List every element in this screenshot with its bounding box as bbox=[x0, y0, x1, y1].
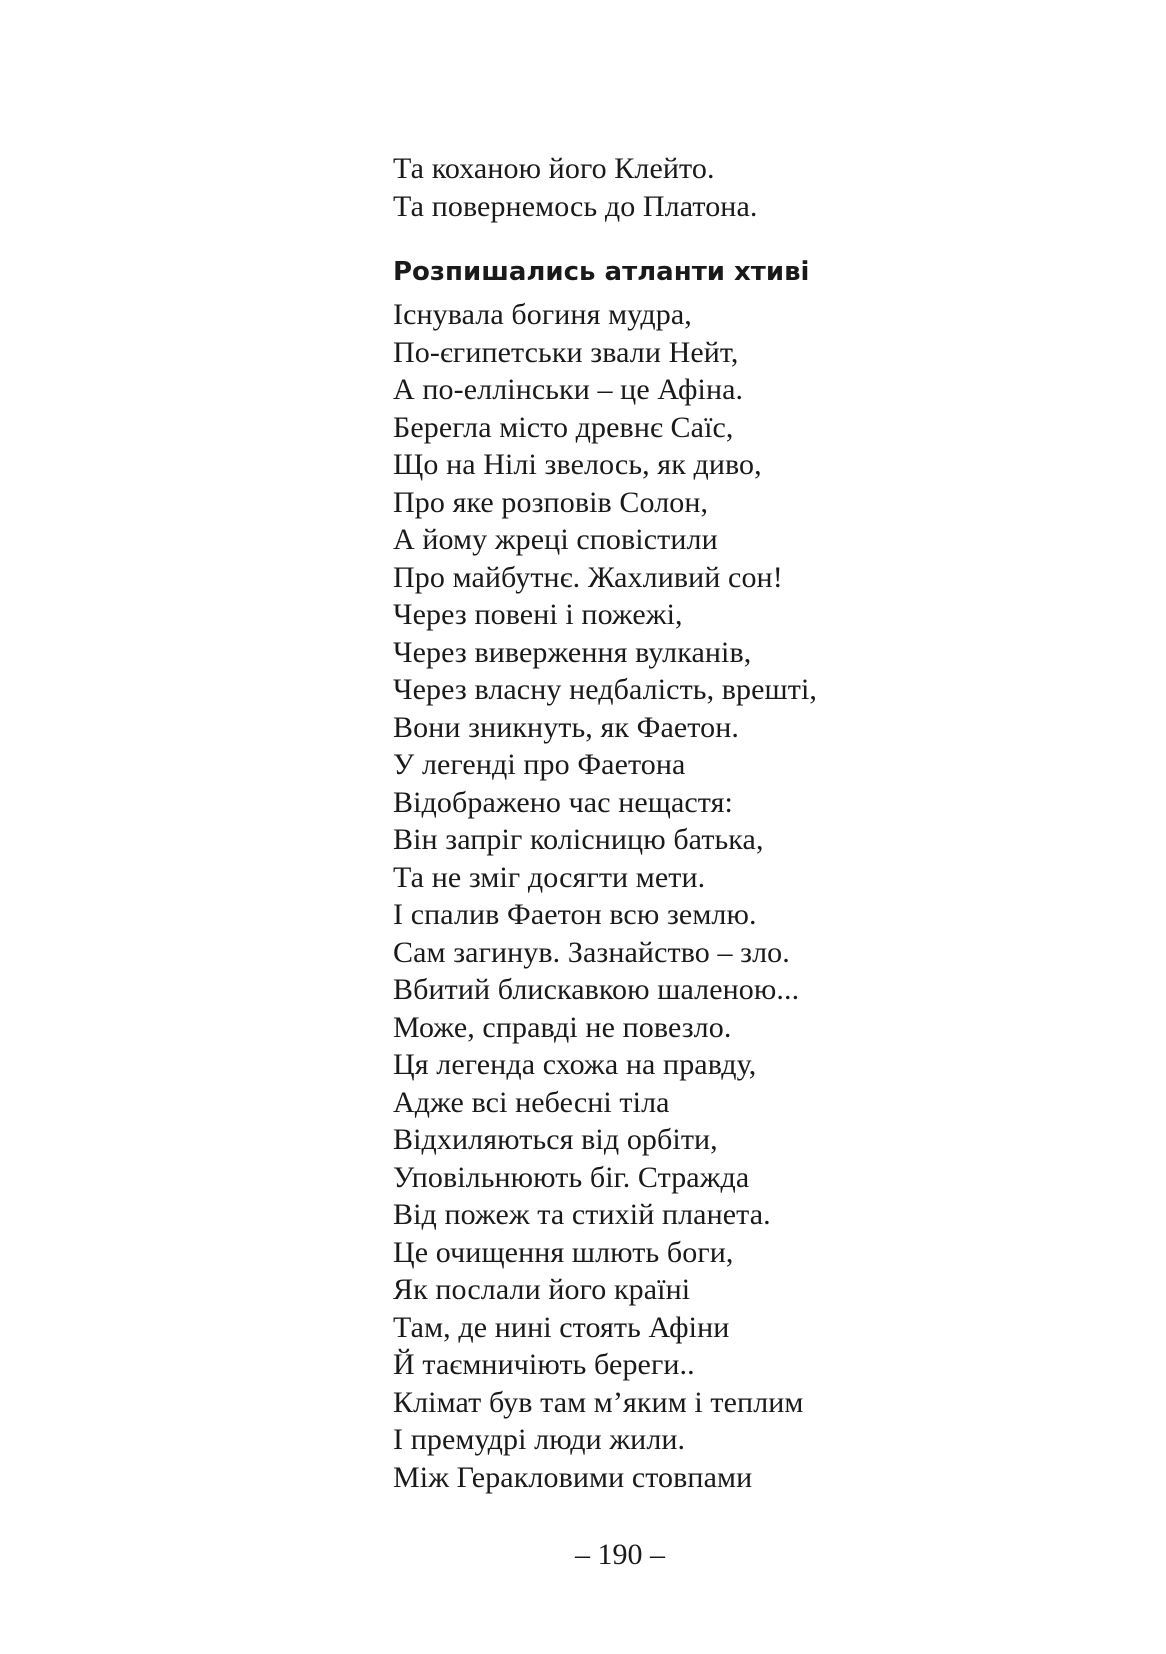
poem-line: Існувала богиня мудра, bbox=[393, 298, 692, 331]
poem-line: Берегла місто древнє Саїс, bbox=[393, 410, 734, 444]
poem-line: Через виверження вулканів, bbox=[393, 635, 752, 669]
poem-line: А йому жреці сповістили bbox=[393, 523, 718, 556]
poem-line: Там, де нині стоять Афіни bbox=[393, 1310, 730, 1344]
page-number: – 190 – bbox=[575, 1538, 665, 1571]
poem-line: Клімат був там м’яким і теплим bbox=[393, 1385, 804, 1419]
poem-line: Ця легенда схожа на правду, bbox=[393, 1048, 757, 1081]
poem-line: Між Геракловими стовпами bbox=[393, 1460, 753, 1494]
poem-line: Адже всі небесні тіла bbox=[393, 1085, 670, 1119]
poem-line: Через власну недбалість, врешті, bbox=[393, 673, 817, 706]
poem-line: Уповільнюють біг. Стражда bbox=[393, 1160, 750, 1194]
poem-body bbox=[393, 296, 953, 1496]
poem-line: Відхиляються від орбіти, bbox=[393, 1123, 718, 1156]
poem-line: А по-еллінськи – це Афіна. bbox=[393, 373, 744, 406]
poem-line: Вони зникнуть, як Фаетон. bbox=[393, 710, 739, 744]
poem-line: Сам загинув. Зазнайство – зло. bbox=[393, 935, 790, 969]
intro-line: Та повернемось до Платона. bbox=[393, 189, 758, 223]
poem-title: Розпишались атланти хтиві bbox=[393, 257, 810, 287]
poem-line: І спалив Фаетон всю землю. bbox=[393, 898, 757, 931]
poem-line: Від пожеж та стихій планета. bbox=[393, 1198, 771, 1231]
poem-line: Відображено час нещастя: bbox=[393, 785, 733, 819]
poem-line: По-єгипетськи звали Нейт, bbox=[393, 335, 739, 369]
poem-line: Через повені і пожежі, bbox=[393, 598, 683, 631]
poem-line: Що на Нілі звелось, як диво, bbox=[393, 448, 762, 481]
poem-line: І премудрі люди жили. bbox=[393, 1423, 686, 1456]
poem-line: Про яке розповів Солон, bbox=[393, 485, 709, 519]
poem-line: Та не зміг досягти мети. bbox=[393, 860, 706, 894]
poem-line: Це очищення шлють боги, bbox=[393, 1235, 734, 1269]
intro-stanza bbox=[393, 150, 953, 225]
poem-line: Він запріг колісницю батька, bbox=[393, 823, 764, 856]
poem-line: Може, справді не повезло. bbox=[393, 1010, 732, 1044]
poem-line: Вбитий блискавкою шаленою... bbox=[393, 973, 800, 1006]
intro-line: Та коханою його Клейто. bbox=[393, 152, 715, 185]
poem-line: Як послали його країні bbox=[393, 1273, 691, 1306]
poem-line: Про майбутнє. Жахливий сон! bbox=[393, 560, 783, 594]
poem-line: Й таємничіють береги.. bbox=[393, 1348, 695, 1381]
poem-line: У легенді про Фаетона bbox=[393, 748, 686, 781]
text-block bbox=[393, 150, 953, 1496]
